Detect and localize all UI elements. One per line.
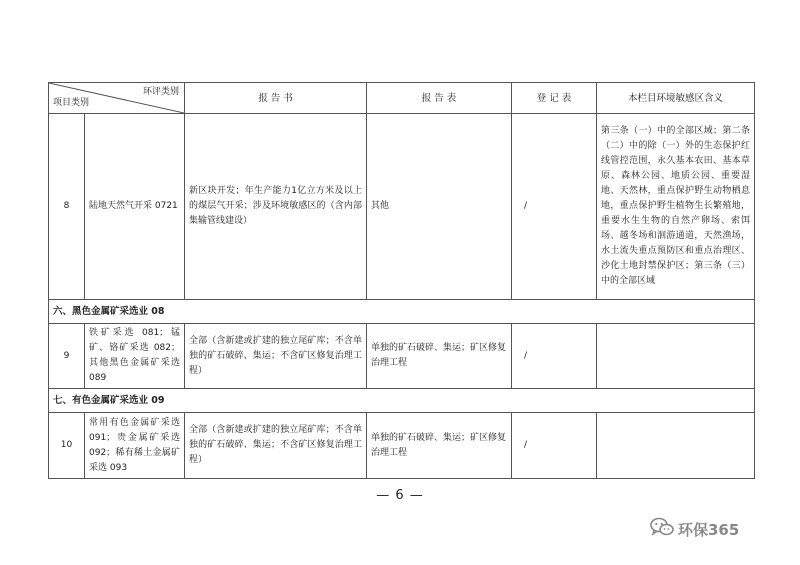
watermark (650, 517, 739, 541)
corner-label-project-category: 项目类别 (53, 98, 90, 108)
sensitive-area-definition: 第三条（一）中的全部区域；第二条（二）中的除（一）外的生态保护红线管控范围，永久基本农田、基本草原、森林公园、地质公园、重要湿地、天然林，重点保护野生动物栖息地，重点保护野生植物生长繁殖地，重要水生生物的自然产卵场、索饵场、越冬场和洄游通道，天然渔场，水土流失重点预防区和重点治理区、沙化土地封禁保护区；第三条（三）中的全部区域 (597, 114, 755, 300)
section-heading-row (49, 389, 755, 413)
registration-requirement: / (512, 324, 597, 389)
watermark-text: 环保365 (678, 520, 740, 539)
registration-requirement: / (512, 413, 597, 479)
column-header-report: 报 告 书 (185, 83, 367, 114)
sensitive-area-definition (597, 324, 755, 389)
row-number: 10 (49, 413, 85, 479)
page-number: — 6 — (376, 488, 424, 503)
row-number: 8 (49, 114, 85, 300)
section-heading-row (49, 300, 755, 324)
project-category: 常用有色金属矿采选 091；贵金属矿采选 092；稀有稀土金属矿采选 093 (85, 413, 185, 479)
report-form-requirement: 单独的矿石破碎、集运；矿区修复治理工程 (367, 413, 512, 479)
table-row (49, 114, 755, 300)
report-form-requirement: 其他 (367, 114, 512, 300)
project-category: 陆地天然气开采 0721 (85, 114, 185, 300)
row-number: 9 (49, 324, 85, 389)
table-header-row (49, 83, 755, 114)
column-header-registration: 登 记 表 (512, 83, 597, 114)
report-requirement: 全部（含新建或扩建的独立尾矿库；不含单独的矿石破碎、集运；不含矿区修复治理工程） (185, 324, 367, 389)
report-requirement: 新区块开发；年生产能力1亿立方米及以上的煤层气开采；涉及环境敏感区的（含内部集输管线建设） (185, 114, 367, 300)
report-requirement: 全部（含新建或扩建的独立尾矿库；不含单独的矿石破碎、集运；不含矿区修复治理工程） (185, 413, 367, 479)
corner-label-eia-category: 环评类别 (142, 87, 179, 97)
section-title: 六、黑色金属矿采选业 08 (49, 300, 755, 324)
report-form-requirement: 单独的矿石破碎、集运；矿区修复治理工程 (367, 324, 512, 389)
column-header-report-form: 报 告 表 (367, 83, 512, 114)
column-header-sensitive-area: 本栏目环境敏感区含义 (597, 83, 755, 114)
registration-requirement: / (512, 114, 597, 300)
wechat-icon (650, 517, 674, 541)
table-row (49, 324, 755, 389)
table-row (49, 413, 755, 479)
project-category: 铁矿采选 081；锰矿、铬矿采选 082；其他黑色金属矿采选 089 (85, 324, 185, 389)
section-title: 七、有色金属矿采选业 09 (49, 389, 755, 413)
corner-header-cell (49, 83, 185, 114)
eia-classification-table (48, 82, 755, 479)
sensitive-area-definition (597, 413, 755, 479)
